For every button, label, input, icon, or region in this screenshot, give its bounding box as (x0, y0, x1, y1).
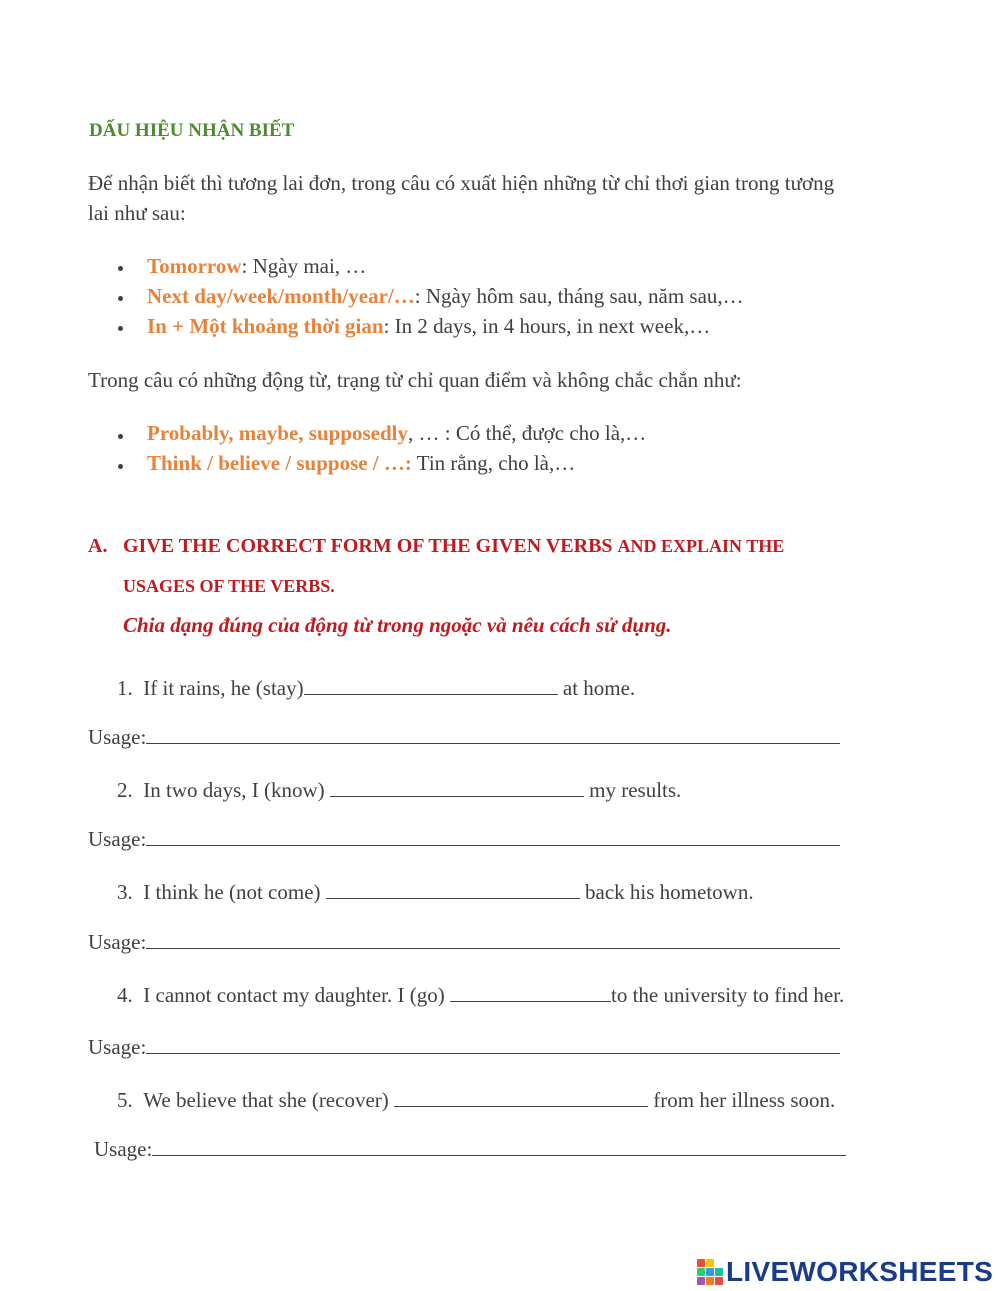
usage-blank-2[interactable] (146, 825, 840, 846)
usage-label: Usage: (88, 725, 147, 749)
logo-text: LIVEWORKSHEETS (726, 1256, 994, 1287)
bullet-dot (118, 464, 123, 469)
question-number: 5. (117, 1088, 133, 1112)
question-text-before: I think he (not come) (143, 880, 326, 904)
question-text-after: from her illness soon. (648, 1088, 836, 1112)
answer-blank-4[interactable] (450, 981, 611, 1002)
question-number: 1. (117, 676, 133, 700)
bullet-keyword: Tomorrow (147, 254, 242, 278)
question-number: 4. (117, 983, 133, 1007)
question-number: 2. (117, 778, 133, 802)
bullet-text: Tin rằng, cho là,… (411, 451, 576, 475)
bullet-keyword: Think / believe / suppose / …: (147, 451, 412, 475)
intro-line-1: Để nhận biết thì tương lai đơn, trong câu có xuất hiện những từ chỉ thơi gian trong tương (88, 171, 835, 195)
answer-blank-1[interactable] (304, 674, 558, 695)
logo-blocks-icon (697, 1259, 723, 1285)
bullet-keyword: In + Một khoảng thời gian (147, 314, 384, 338)
bullet-text: , … : Có thể, được cho là,… (408, 421, 647, 445)
exercise-title-line-1 (123, 535, 784, 558)
intro-line-2: lai như sau: (88, 201, 186, 225)
list-item (147, 448, 575, 478)
exercise-title-main: GIVE THE CORRECT FORM OF THE GIVEN VERBS (123, 535, 613, 557)
question-5 (117, 1085, 835, 1115)
question-text-before: If it rains, he (stay) (143, 676, 304, 700)
bullet-dot (118, 434, 123, 439)
section-heading: DẤU HIỆU NHẬN BIẾT (89, 120, 295, 141)
bullet-text: : Ngày hôm sau, tháng sau, năm sau,… (414, 284, 744, 308)
usage-label: Usage: (88, 1035, 147, 1059)
usage-row-2 (88, 824, 840, 854)
exercise-subtitle: Chia dạng đúng của động từ trong ngoặc và nêu cách sử dụng. (123, 613, 672, 637)
usage-blank-4[interactable] (146, 1033, 840, 1054)
list-item (147, 251, 366, 281)
usage-row-1 (88, 722, 840, 752)
question-1 (117, 673, 635, 703)
usage-row-3 (88, 927, 840, 957)
usage-blank-1[interactable] (146, 723, 840, 744)
usage-label: Usage: (94, 1137, 153, 1161)
liveworksheets-logo (697, 1256, 993, 1288)
question-2 (117, 775, 681, 805)
list-item (147, 418, 646, 448)
bullet-text: : In 2 days, in 4 hours, in next week,… (383, 314, 711, 338)
answer-blank-2[interactable] (330, 776, 584, 797)
bullet-dot (118, 266, 123, 271)
bullet-keyword: Probably, maybe, supposedly (147, 421, 409, 445)
answer-blank-5[interactable] (394, 1086, 648, 1107)
question-text-before: I cannot contact my daughter. I (go) (143, 983, 450, 1007)
usage-label: Usage: (88, 930, 147, 954)
question-text-after: my results. (583, 778, 682, 802)
question-text-before: In two days, I (know) (143, 778, 330, 802)
bullet-keyword: Next day/week/month/year/… (147, 284, 415, 308)
usage-blank-5[interactable] (152, 1135, 846, 1156)
question-3 (117, 877, 754, 907)
exercise-letter: A. (88, 535, 108, 557)
bullet-dot (118, 326, 123, 331)
verbs-intro: Trong câu có những động từ, trạng từ chỉ quan điểm và không chắc chắn như: (88, 368, 742, 392)
list-item (147, 281, 744, 311)
question-4 (117, 980, 844, 1010)
exercise-title-rest: AND EXPLAIN THE (617, 536, 785, 556)
question-number: 3. (117, 880, 133, 904)
bullet-text: : Ngày mai, … (241, 254, 367, 278)
usage-row-5 (94, 1134, 846, 1164)
bullet-dot (118, 296, 123, 301)
usage-label: Usage: (88, 827, 147, 851)
question-text-after: at home. (557, 676, 636, 700)
usage-blank-3[interactable] (146, 928, 840, 949)
question-text-after: back his hometown. (579, 880, 754, 904)
answer-blank-3[interactable] (326, 878, 580, 899)
list-item (147, 311, 710, 341)
question-text-before: We believe that she (recover) (143, 1088, 395, 1112)
question-text-after: to the university to find her. (610, 983, 845, 1007)
exercise-title-line-2: USAGES OF THE VERBS. (123, 576, 335, 596)
usage-row-4 (88, 1032, 840, 1062)
